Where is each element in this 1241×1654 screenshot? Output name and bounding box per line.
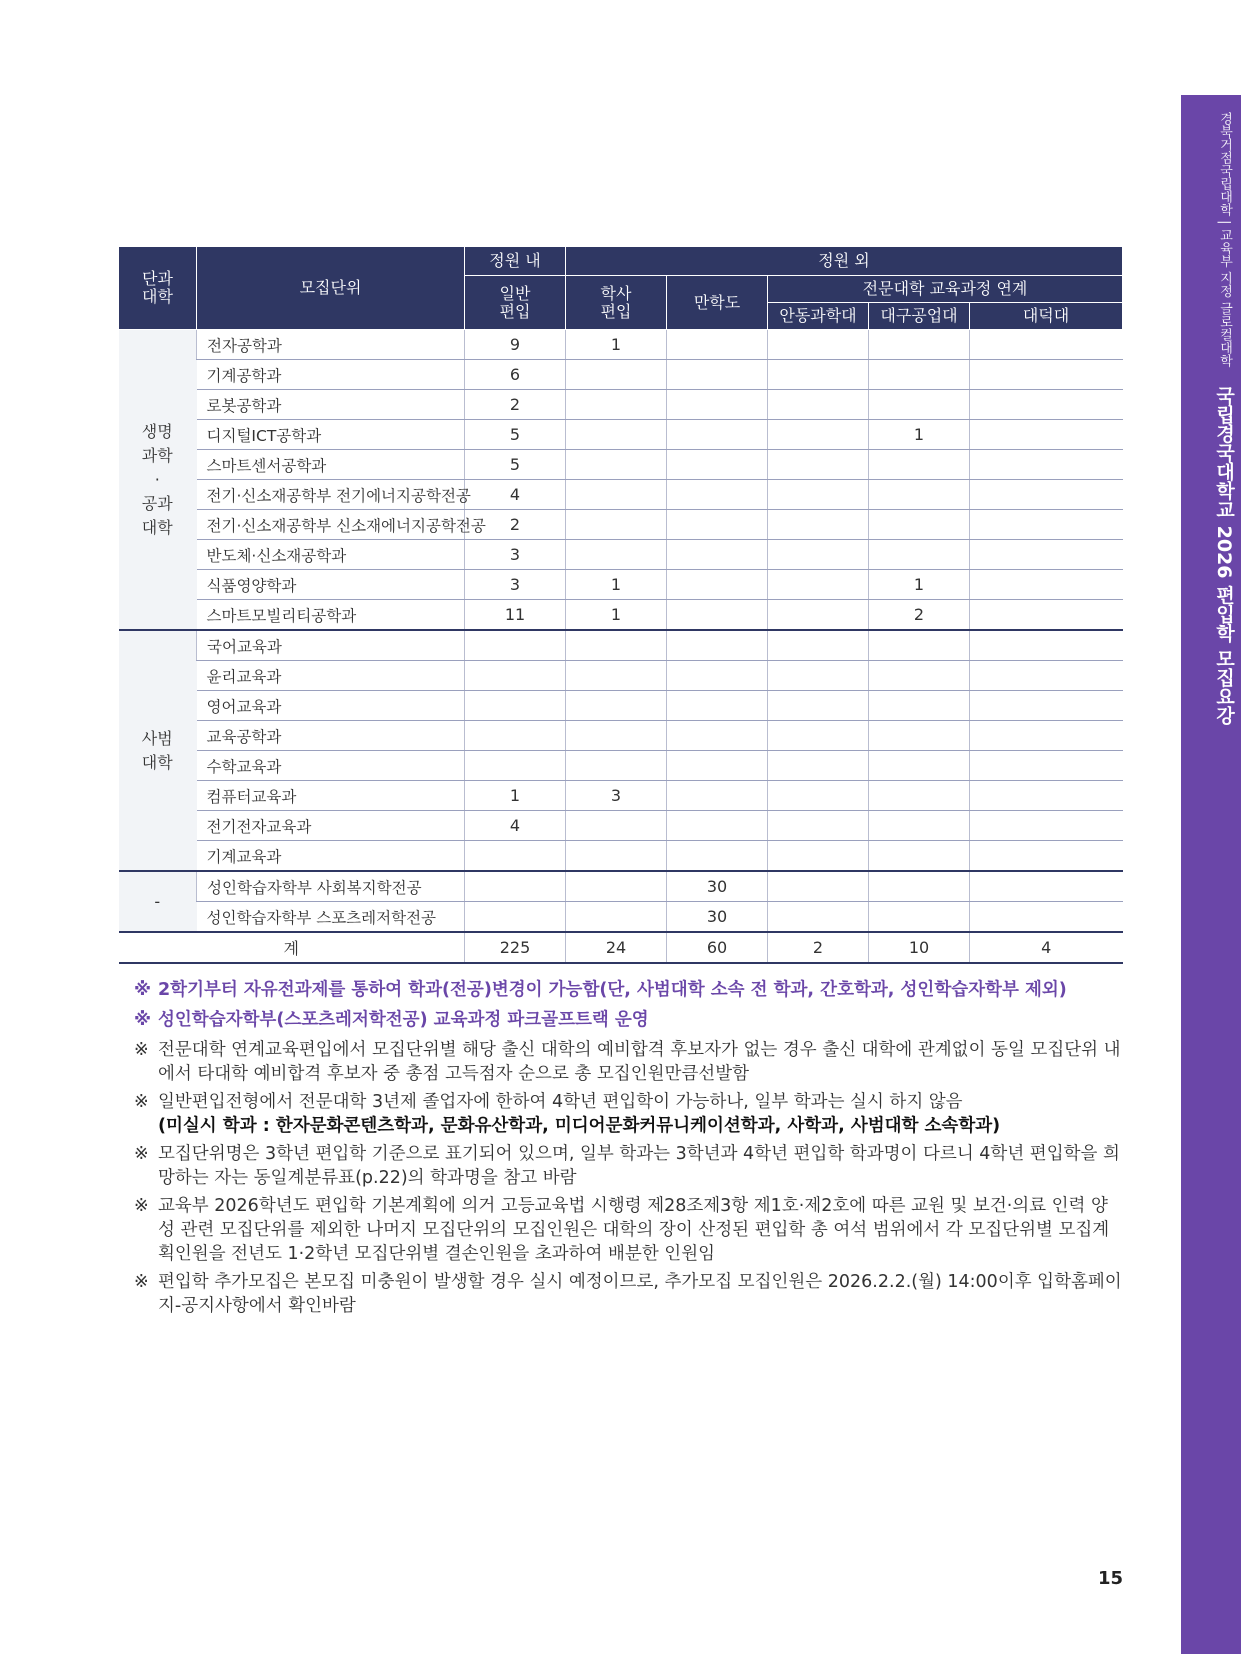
- total-value: 10: [869, 932, 970, 963]
- table-row: [119, 450, 1123, 480]
- total-value: 225: [465, 932, 566, 963]
- note-item: [134, 1142, 1124, 1190]
- value-cell: [566, 510, 667, 540]
- value-cell: [566, 420, 667, 450]
- value-cell: [768, 570, 869, 600]
- value-cell: [869, 390, 970, 420]
- value-cell: 30: [667, 902, 768, 933]
- value-cell: [566, 751, 667, 781]
- table-row: [119, 811, 1123, 841]
- value-cell: [768, 330, 869, 360]
- value-cell: [465, 630, 566, 661]
- table-row: [119, 570, 1123, 600]
- note-strong-text: (미실시 학과 : 한자문화콘텐츠학과, 문화유산학과, 미디어문화커뮤니케이션학과, 사학과, 사범대학 소속학과): [158, 1116, 1001, 1136]
- value-cell: [667, 420, 768, 450]
- value-cell: [566, 902, 667, 933]
- unit-cell: 윤리교육과: [197, 661, 465, 691]
- value-cell: 2: [465, 390, 566, 420]
- value-cell: [768, 841, 869, 872]
- unit-cell: 로봇공학과: [197, 390, 465, 420]
- value-cell: [566, 811, 667, 841]
- note-body: [158, 978, 1124, 1002]
- value-cell: [768, 600, 869, 631]
- value-cell: [566, 390, 667, 420]
- value-cell: [566, 871, 667, 902]
- unit-cell: 성인학습자학부 스포츠레저학전공: [197, 902, 465, 933]
- value-cell: [970, 902, 1123, 933]
- header-daegu: 대구공업대: [869, 303, 970, 330]
- value-cell: 6: [465, 360, 566, 390]
- table-row: [119, 540, 1123, 570]
- value-cell: [869, 330, 970, 360]
- total-value: 2: [768, 932, 869, 963]
- table-row: [119, 841, 1123, 872]
- unit-cell: 디지털ICT공학과: [197, 420, 465, 450]
- header-manhakdo: 만학도: [667, 276, 768, 330]
- value-cell: [869, 630, 970, 661]
- unit-cell: 기계교육과: [197, 841, 465, 872]
- unit-cell: 컴퓨터교육과: [197, 781, 465, 811]
- value-cell: [768, 450, 869, 480]
- total-value: 24: [566, 932, 667, 963]
- unit-cell: 전기·신소재공학부 신소재에너지공학전공: [197, 510, 465, 540]
- value-cell: [768, 751, 869, 781]
- value-cell: [970, 570, 1123, 600]
- value-cell: [566, 540, 667, 570]
- unit-cell: 수학교육과: [197, 751, 465, 781]
- value-cell: [869, 480, 970, 510]
- value-cell: [768, 360, 869, 390]
- table-row: [119, 600, 1123, 631]
- note-mark: ※: [134, 1272, 149, 1292]
- value-cell: 3: [566, 781, 667, 811]
- value-cell: [667, 360, 768, 390]
- value-cell: [869, 781, 970, 811]
- value-cell: [465, 871, 566, 902]
- unit-cell: 기계공학과: [197, 360, 465, 390]
- total-label: 계: [119, 932, 465, 963]
- value-cell: [566, 480, 667, 510]
- value-cell: [869, 691, 970, 721]
- value-cell: [768, 510, 869, 540]
- value-cell: 11: [465, 600, 566, 631]
- header-college: 단과 대학: [119, 247, 197, 330]
- unit-cell: 식품영양학과: [197, 570, 465, 600]
- value-cell: 4: [465, 480, 566, 510]
- value-cell: [970, 600, 1123, 631]
- note-mark: ※: [134, 1040, 149, 1060]
- unit-cell: 영어교육과: [197, 691, 465, 721]
- table-body: [119, 330, 1123, 964]
- value-cell: [869, 871, 970, 902]
- value-cell: [465, 751, 566, 781]
- value-cell: [970, 841, 1123, 872]
- value-cell: 1: [566, 330, 667, 360]
- side-title: [1211, 112, 1238, 725]
- value-cell: 30: [667, 871, 768, 902]
- value-cell: [970, 871, 1123, 902]
- note-item: [134, 1194, 1124, 1266]
- table-row: [119, 781, 1123, 811]
- value-cell: [465, 691, 566, 721]
- value-cell: [869, 360, 970, 390]
- value-cell: [667, 630, 768, 661]
- value-cell: [970, 420, 1123, 450]
- table-row: [119, 751, 1123, 781]
- value-cell: [667, 661, 768, 691]
- unit-cell: 전자공학과: [197, 330, 465, 360]
- notes-section: [134, 978, 1124, 1322]
- note-body: [158, 1038, 1124, 1086]
- note-text: 모집단위명은 3학년 편입학 기준으로 표기되어 있으며, 일부 학과는 3학년과 4학년 편입학 학과명이 다르니 4학년 편입학을 희망하는 자는 동일계분류표(p.22)의 학과명을 참고 바람: [158, 1144, 1120, 1188]
- note-mark: ※: [134, 1092, 149, 1112]
- value-cell: [465, 841, 566, 872]
- value-cell: [869, 811, 970, 841]
- note-mark: ※: [134, 1144, 149, 1164]
- value-cell: [566, 630, 667, 661]
- value-cell: [768, 540, 869, 570]
- value-cell: [869, 721, 970, 751]
- value-cell: [869, 902, 970, 933]
- value-cell: [768, 902, 869, 933]
- table-row: [119, 330, 1123, 360]
- value-cell: 2: [465, 510, 566, 540]
- value-cell: 1: [566, 600, 667, 631]
- table-row: [119, 360, 1123, 390]
- page-number: 15: [1098, 1568, 1124, 1589]
- note-item: [134, 1038, 1124, 1086]
- value-cell: [970, 330, 1123, 360]
- value-cell: [970, 390, 1123, 420]
- value-cell: [667, 691, 768, 721]
- table-row: [119, 630, 1123, 661]
- value-cell: [970, 691, 1123, 721]
- table-row: [119, 721, 1123, 751]
- value-cell: 3: [465, 570, 566, 600]
- table-row: [119, 691, 1123, 721]
- value-cell: [667, 600, 768, 631]
- value-cell: 1: [465, 781, 566, 811]
- header-general: 일반 편입: [465, 276, 566, 330]
- value-cell: [768, 781, 869, 811]
- note-mark: ※: [134, 980, 152, 1000]
- recruit-table: [118, 246, 1123, 964]
- note-body: [158, 1142, 1124, 1190]
- value-cell: [667, 330, 768, 360]
- note-text: 2학기부터 자유전과제를 통하여 학과(전공)변경이 가능함(단, 사범대학 소속 전 학과, 간호학과, 성인학습자학부 제외): [158, 980, 1067, 1000]
- value-cell: [566, 360, 667, 390]
- note-text: 성인학습자학부(스포츠레저학전공) 교육과정 파크골프트랙 운영: [158, 1010, 649, 1030]
- value-cell: [566, 841, 667, 872]
- table-row: [119, 871, 1123, 902]
- total-value: 4: [970, 932, 1123, 963]
- unit-cell: 전기전자교육과: [197, 811, 465, 841]
- college-cell: 생명 과학 · 공과 대학: [119, 330, 197, 631]
- value-cell: [768, 420, 869, 450]
- value-cell: [768, 721, 869, 751]
- value-cell: [667, 751, 768, 781]
- value-cell: [465, 721, 566, 751]
- unit-cell: 전기·신소재공학부 전기에너지공학전공: [197, 480, 465, 510]
- table-row: [119, 480, 1123, 510]
- note-item: [134, 1270, 1124, 1318]
- value-cell: [667, 811, 768, 841]
- value-cell: [768, 390, 869, 420]
- value-cell: 1: [869, 420, 970, 450]
- value-cell: [970, 540, 1123, 570]
- value-cell: [768, 661, 869, 691]
- value-cell: [667, 540, 768, 570]
- table-row: [119, 902, 1123, 933]
- note-mark: ※: [134, 1196, 149, 1216]
- value-cell: 3: [465, 540, 566, 570]
- note-text: 교육부 2026학년도 편입학 기본계획에 의거 고등교육법 시행령 제28조제3항 제1호·제2호에 따른 교원 및 보건·의료 인력 양성 관련 모집단위를 제외한 나머지 모집단위의 모집인원은 대학의 장이 산정된 편입학 총 여석 범위에서 각 모집단위별 모집계획인원을 전년도 1·2학년 모집단위별 결손인원을 초과하여 배분한 인원임: [158, 1196, 1110, 1264]
- value-cell: [566, 721, 667, 751]
- value-cell: [869, 661, 970, 691]
- value-cell: [869, 751, 970, 781]
- note-text: 편입학 추가모집은 본모집 미충원이 발생할 경우 실시 예정이므로, 추가모집 모집인원은 2026.2.2.(월) 14:00이후 입학홈페이지-공지사항에서 확인바람: [158, 1272, 1122, 1316]
- value-cell: [667, 510, 768, 540]
- note-item: [134, 1008, 1124, 1032]
- value-cell: [768, 480, 869, 510]
- value-cell: [970, 751, 1123, 781]
- note-body: [158, 1270, 1124, 1318]
- table-row: [119, 420, 1123, 450]
- unit-cell: 교육공학과: [197, 721, 465, 751]
- value-cell: [667, 390, 768, 420]
- value-cell: [667, 570, 768, 600]
- value-cell: [869, 450, 970, 480]
- value-cell: 4: [465, 811, 566, 841]
- value-cell: [465, 902, 566, 933]
- header-unit: 모집단위: [197, 247, 465, 330]
- table-row: [119, 390, 1123, 420]
- value-cell: [869, 841, 970, 872]
- value-cell: [970, 360, 1123, 390]
- value-cell: 9: [465, 330, 566, 360]
- header-daeduk: 대덕대: [970, 303, 1123, 330]
- value-cell: [667, 721, 768, 751]
- value-cell: [869, 540, 970, 570]
- side-subtitle: 경북거점국립대학 | 교육부 지정 글로컬대학: [1217, 112, 1232, 367]
- total-value: 60: [667, 932, 768, 963]
- unit-cell: 국어교육과: [197, 630, 465, 661]
- value-cell: [768, 630, 869, 661]
- value-cell: [667, 480, 768, 510]
- header-andong: 안동과학대: [768, 303, 869, 330]
- value-cell: 5: [465, 450, 566, 480]
- value-cell: [970, 480, 1123, 510]
- value-cell: [566, 691, 667, 721]
- unit-cell: 반도체·신소재공학과: [197, 540, 465, 570]
- value-cell: [465, 661, 566, 691]
- note-text: 일반편입전형에서 전문대학 3년제 졸업자에 한하여 4학년 편입학이 가능하나, 일부 학과는 실시 하지 않음: [158, 1092, 963, 1112]
- value-cell: 2: [869, 600, 970, 631]
- header-quota-in: 정원 내: [465, 247, 566, 276]
- unit-cell: 성인학습자학부 사회복지학전공: [197, 871, 465, 902]
- value-cell: 1: [869, 570, 970, 600]
- note-body: [158, 1194, 1124, 1266]
- value-cell: [970, 450, 1123, 480]
- value-cell: 1: [566, 570, 667, 600]
- value-cell: [667, 841, 768, 872]
- note-item: [134, 1090, 1124, 1138]
- value-cell: [869, 510, 970, 540]
- value-cell: [970, 781, 1123, 811]
- header-quota-out: 정원 외: [566, 247, 1123, 276]
- value-cell: [566, 661, 667, 691]
- value-cell: 5: [465, 420, 566, 450]
- header-linked: 전문대학 교육과정 연계: [768, 276, 1123, 303]
- value-cell: [970, 661, 1123, 691]
- value-cell: [970, 721, 1123, 751]
- table-row: [119, 510, 1123, 540]
- value-cell: [566, 450, 667, 480]
- value-cell: [667, 450, 768, 480]
- unit-cell: 스마트모빌리티공학과: [197, 600, 465, 631]
- note-mark: ※: [134, 1010, 152, 1030]
- value-cell: [970, 510, 1123, 540]
- value-cell: [970, 811, 1123, 841]
- note-text: 전문대학 연계교육편입에서 모집단위별 해당 출신 대학의 예비합격 후보자가 없는 경우 출신 대학에 관계없이 동일 모집단위 내에서 타대학 예비합격 후보자 중 총점 고득점자 순으로 총 모집인원만큼선발함: [158, 1040, 1121, 1084]
- table-row: [119, 661, 1123, 691]
- unit-cell: 스마트센서공학과: [197, 450, 465, 480]
- value-cell: [768, 871, 869, 902]
- value-cell: [970, 630, 1123, 661]
- total-row: [119, 932, 1123, 963]
- header-bachelor: 학사 편입: [566, 276, 667, 330]
- college-cell: -: [119, 871, 197, 932]
- note-item: [134, 978, 1124, 1002]
- value-cell: [667, 781, 768, 811]
- value-cell: [768, 691, 869, 721]
- note-body: [158, 1090, 1124, 1138]
- note-body: [158, 1008, 1124, 1032]
- college-cell: 사범 대학: [119, 630, 197, 871]
- value-cell: [768, 811, 869, 841]
- side-main-title: 국립경국대학교 2026 편입학 모집요강: [1213, 386, 1235, 725]
